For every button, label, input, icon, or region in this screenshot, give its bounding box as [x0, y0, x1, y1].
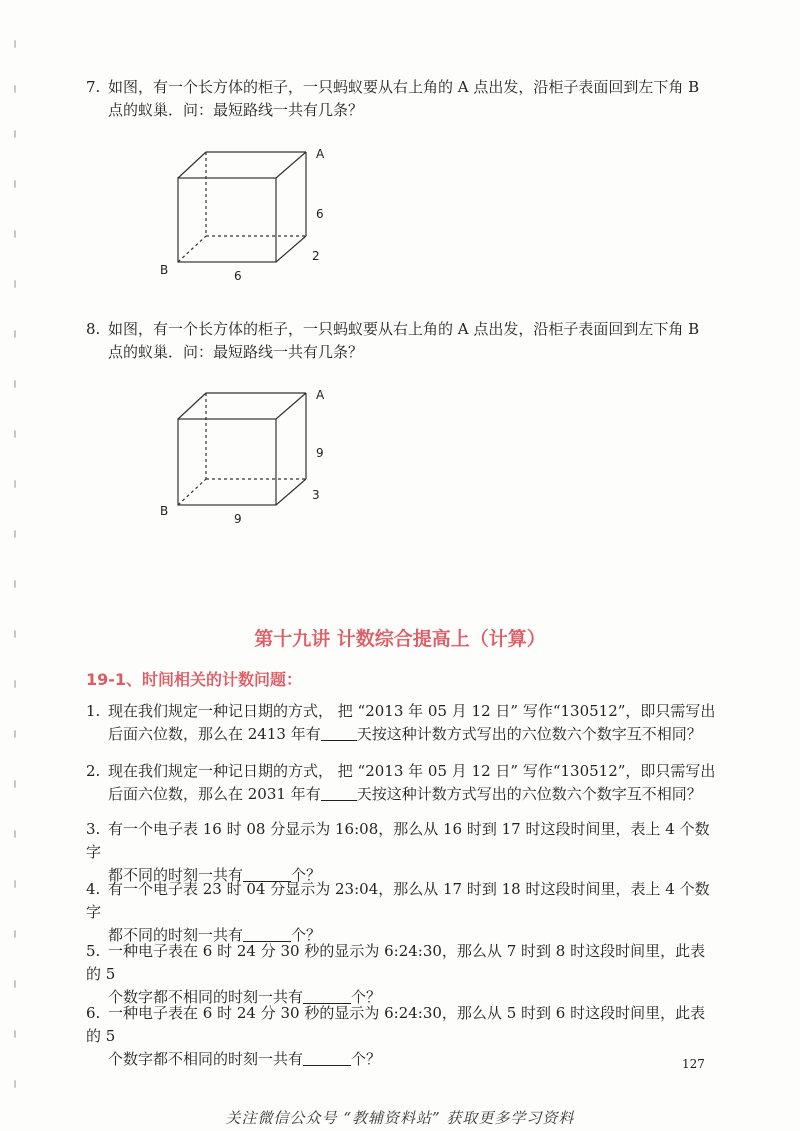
cube-edge [178, 152, 206, 178]
label-width: 9 [234, 512, 242, 526]
label-a: A [316, 147, 325, 161]
cube-hidden-edge [178, 236, 206, 262]
problem-number: 3. [86, 820, 101, 838]
problem-text-line2-post: 个？ [351, 988, 382, 1006]
page-number: 127 [682, 1057, 705, 1071]
problem-7 [86, 76, 716, 122]
cube-front-face [178, 178, 276, 262]
footer-promo: 关注微信公众号 “教辅资料站” 获取更多学习资料 [225, 1109, 575, 1127]
label-width: 6 [234, 269, 242, 283]
cube-hidden-edge [178, 479, 206, 505]
problem-6 [86, 1002, 716, 1071]
problem-text-line2-post: 天按这种计数方式写出的六位数六个数字互不相同？ [356, 725, 702, 743]
problem-text-line1: 一种电子表在 6 时 24 分 30 秒的显示为 6:24:30，那么从 7 时到 8 时这段时间里，此表的 5 [86, 942, 706, 983]
label-depth: 2 [312, 249, 320, 263]
cube-edge [276, 393, 306, 419]
lecture-title: 第十九讲 计数综合提高上（计算） [254, 628, 546, 650]
problem-1 [86, 700, 716, 746]
margin-ticks [14, 40, 18, 1100]
label-a: A [316, 388, 325, 402]
label-b: B [160, 263, 169, 277]
problem-text-line1: 现在我们规定一种记日期的方式， 把 “2013 年 05 月 12 日” 写作“130512”，即只需写出 [108, 702, 716, 720]
label-depth: 3 [312, 488, 320, 502]
cube-edge [276, 152, 306, 178]
problem-text-line2-pre: 后面六位数，那么在 2031 年有 [108, 785, 321, 803]
problem-text-line2-pre: 都不同的时刻一共有 [108, 866, 244, 884]
problem-5 [86, 940, 716, 1009]
problem-8 [86, 318, 716, 364]
problem-number: 5. [86, 942, 101, 960]
problem-3 [86, 818, 716, 887]
problem-number: 7. [86, 78, 101, 96]
problem-text-line1: 如图，有一个长方体的柜子，一只蚂蚁要从右上角的 A 点出发，沿柜子表面回到左下角 B [108, 320, 700, 338]
problem-text-line2-post: 天按这种计数方式写出的六位数六个数字互不相同？ [356, 785, 702, 803]
problem-text-line1: 如图，有一个长方体的柜子，一只蚂蚁要从右上角的 A 点出发，沿柜子表面回到左下角 B [108, 78, 700, 96]
problem-text-line2-pre: 个数字都不相同的时刻一共有 [108, 988, 304, 1006]
problem-text-line1: 一种电子表在 6 时 24 分 30 秒的显示为 6:24:30，那么从 5 时到 6 时这段时间里，此表的 5 [86, 1004, 706, 1045]
problem-text-line2: 点的蚁巢．问：最短路线一共有几条？ [108, 343, 364, 361]
answer-blank[interactable] [321, 785, 357, 801]
answer-blank[interactable] [303, 1050, 351, 1066]
cube-edge [178, 393, 206, 419]
problem-text-line2-post: 个？ [291, 926, 322, 944]
label-b: B [160, 504, 169, 518]
problem-number: 4. [86, 880, 101, 898]
answer-blank[interactable] [321, 725, 357, 741]
problem-text-line2-pre: 后面六位数，那么在 2413 年有 [108, 725, 321, 743]
cuboid-figure-7 [150, 140, 340, 285]
cuboid-figure-8 [150, 385, 340, 530]
cube-edge [276, 479, 306, 505]
problem-text-line2-pre: 个数字都不相同的时刻一共有 [108, 1050, 304, 1068]
problem-text-line2-post: 个？ [351, 1050, 382, 1068]
problem-text-line1: 有一个电子表 16 时 08 分显示为 16:08，那么从 16 时到 17 时这段时间里，表上 4 个数字 [86, 820, 710, 861]
problem-2 [86, 760, 716, 806]
section-title: 19-1、时间相关的计数问题： [86, 670, 303, 689]
problem-text-line1: 有一个电子表 23 时 04 分显示为 23:04，那么从 17 时到 18 时这段时间里，表上 4 个数字 [86, 880, 710, 921]
problem-4 [86, 878, 716, 947]
problem-number: 2. [86, 762, 101, 780]
problem-number: 8. [86, 320, 101, 338]
problem-number: 1. [86, 702, 101, 720]
problem-text-line1: 现在我们规定一种记日期的方式， 把 “2013 年 05 月 12 日” 写作“130512”，即只需写出 [108, 762, 716, 780]
problem-number: 6. [86, 1004, 101, 1022]
cube-edge [276, 236, 306, 262]
problem-text-line2: 点的蚁巢．问：最短路线一共有几条？ [108, 101, 364, 119]
label-height: 6 [316, 207, 324, 221]
label-height: 9 [316, 446, 324, 460]
problem-text-line2-pre: 都不同的时刻一共有 [108, 926, 244, 944]
problem-text-line2-post: 个？ [291, 866, 322, 884]
